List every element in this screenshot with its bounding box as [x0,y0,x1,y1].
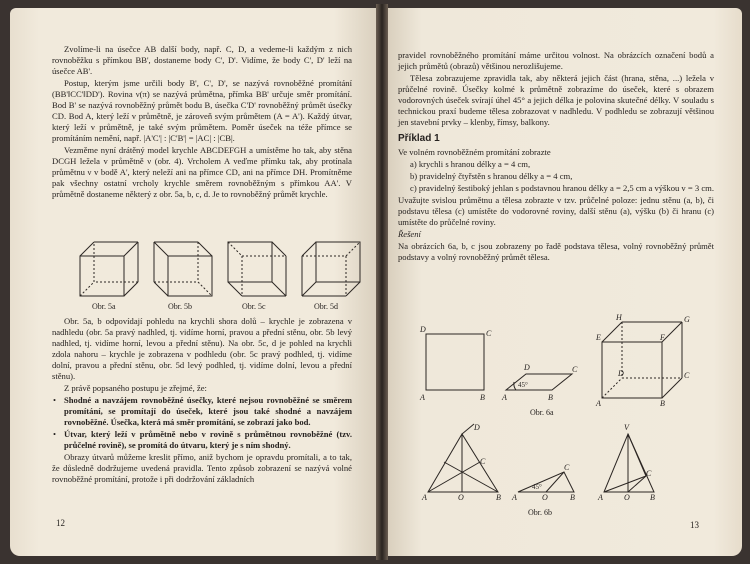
svg-text:E: E [596,333,601,342]
svg-text:B: B [570,493,575,502]
svg-text:A: A [598,493,603,502]
svg-text:H: H [616,313,622,322]
right-para-2: Tělesa zobrazujeme zpravidla tak, aby některá jejich část (hrana, stěna, ...) ležela v průčelné rovině. Úsečky kolmé k průmětně zobrazíme do úseček, které s obrazem vodorovných úseček svírají úhel 45° a jejich délka je polovina skutečné délky. V souladu s technickou praxí budeme tělesa zobrazovat v nadhledu. V podhledu se zobrazují většinou jen stavební prvky – klenby, římsy, balkony. [398,73,714,127]
solution-text: Na obrázcích 6a, b, c jsou zobrazeny po řadě podstava tělesa, volný rovnoběžný průmět podstavy a volný rovnoběžný průmět tělesa. [398,241,714,262]
svg-text:D: D [524,363,530,372]
right-text [398,50,714,264]
angle-label-6b: 45° [532,483,542,491]
solution-heading: Řešení [398,229,421,239]
svg-text:G: G [684,315,690,324]
svg-text:B: B [660,399,665,408]
cube-5c [228,242,286,296]
svg-text:A: A [596,399,601,408]
left-bullet-1: • Shodné a navzájem rovnoběžné úsečky, které nejsou rovnoběžné se směrem promítání, se promítají do úseček, které jsou také shodné a navzájem rovnoběžné. Úsečka, která má směr promítání, se zobrazí jako bod. [53,395,352,427]
left-para-3: Vezměme nyní drátěný model krychle ABCDEFGH a umístěme ho tak, aby stěna DCGH ležela v průmětně ν (obr. 4). Vrcholem A veďme přímku tak, aby protínala průmětnu ν v bodě A', který neleží ani na přímce CD, ani na přímce DH. Promítněme pak všechny ostatní vrcholy krychle směrem rovnoběžným s přímkou AA'. V průmětně dostaneme některý z obr. 5a, b, c, d. Je to rovnoběžný průmět krychle. [52,145,352,199]
pt-A: A [420,393,425,402]
book-gutter [376,4,388,560]
left-para-1: Zvolíme-li na úsečce AB další body, např. C, D, a vedeme-li každým z nich rovnoběžku s přímkou BB', dostaneme body C', D'. Vidíme, že body C', D' leží na úsečce AB'. [52,44,352,76]
task-b: b) pravidelný čtyřstěn s hranou délky a = 4 cm, [410,171,573,181]
task-c: c) pravidelný šestiboký jehlan s podstavnou hranou délky a = 2,5 cm a výškou v = 3 cm. [410,183,714,193]
figure-5-cubes [72,234,362,300]
cube-5b [154,242,212,296]
cube-5d [302,242,360,296]
svg-text:C: C [572,365,578,374]
svg-text:F: F [660,333,665,342]
svg-text:B: B [496,493,501,502]
left-para-5: Z právě popsaného postupu je zřejmé, že: [64,383,207,393]
svg-text:D: D [474,423,480,432]
left-text-bottom [52,316,352,486]
task-note: Uvažujte svislou průmětnu a tělesa zobrazte v tzv. průčelné poloze: jednu stěnu (a, b), či podstavu tělesa (c) umístěte do vodorovné roviny, další stěnu (a), výšku (b) či hranu (c) umístěte do průčelné roviny. [398,195,714,227]
svg-text:C: C [564,463,570,472]
fig-5a-label: Obr. 5a [92,302,116,311]
left-para-4: Obr. 5a, b odpovídají pohledu na krychli shora dolů – krychle je zobrazena v nadhledu (obr. 5a pravý nadhled, tj. vidíme horní, pravou a přední stěnu, obr. 5b levý nadhled, tj. vidíme horní, levou a přední stěnu). Na obr. 5c, d je pohled na krychli zdola nahoru – krychle je zobrazena v podhledu (obr. 5c pravý podhled, tj. vidíme dolní, pravou a přední stěnu, obr. 5d levý podhled, tj. vidíme dolní, levou a přední stěnu). [52,316,352,381]
svg-text:C: C [480,457,486,466]
fig-5c-label: Obr. 5c [242,302,266,311]
bullet-icon: • [53,429,57,439]
svg-text:O: O [624,493,630,502]
angle-label-6a: 45° [518,381,528,389]
cube-5a [80,242,138,296]
svg-text:V: V [624,423,629,432]
svg-text:O: O [458,493,464,502]
figure-6a [414,312,714,408]
example-heading: Příklad 1 [398,133,440,144]
svg-text:A: A [512,493,517,502]
svg-text:A: A [502,393,507,402]
fig-6b-label: Obr. 6b [528,508,552,517]
fig-5b-label: Obr. 5b [168,302,192,311]
svg-text:B: B [650,493,655,502]
task-a: a) krychli s hranou délky a = 4 cm, [410,159,531,169]
pt-C: C [486,329,492,338]
svg-text:C: C [646,469,652,478]
task-intro: Ve volném rovnoběžném promítání zobrazte [398,147,551,157]
svg-text:C: C [684,371,690,380]
fig-6a-label: Obr. 6a [530,408,554,417]
left-para-6: Obrazy útvarů můžeme kreslit přímo, aniž bychom je opravdu promítali, a to tak, že důsledně dodržujeme uvedená pravidla. Tento způsob zobrazení se nazývá volné rovnoběžné promítání, protože i při dodržování základních [52,452,352,484]
fig-5d-label: Obr. 5d [314,302,338,311]
pt-B: B [480,393,485,402]
svg-text:D: D [618,369,624,378]
left-text-top [52,44,352,201]
svg-text:B: B [548,393,553,402]
bullet-icon: • [53,395,57,405]
svg-text:O: O [542,493,548,502]
svg-text:A: A [422,493,427,502]
pt-D: D [420,325,426,334]
right-page-number: 13 [690,520,699,530]
figure-6b [414,420,714,502]
right-para-1: pravidel rovnoběžného promítání máme určitou volnost. Na obrázcích označení bodů a jejich průmětů (obrazů) většinou nerozlišujeme. [398,50,714,71]
left-bullet-2: • Útvar, který leží v průmětně nebo v rovině s průmětnou rovnoběžné (tzv. průčelné rovině), se promítá do útvaru, který je s ním shodný. [53,429,352,450]
left-para-2: Postup, kterým jsme určili body B', C', D', se nazývá rovnoběžné promítání (BB'‖CC'‖DD'). Rovina ν(π) se nazývá průmětna, přímka BB' určuje směr promítání. Bod B' se nazývá rovnoběžný průmět bodu B, úsečka C'D' rovnoběžný průmět úsečky CD. Bod A, který leží v průmětně, je zároveň svým průmětem (A = A'). Každý útvar, který leží v průmětně, je také svým průmětem. Poměr úseček na téže přímce se promítáním nemění, např. |A'C'| : |C'B'| = |AC| : |CB|. [52,78,352,143]
left-page-number: 12 [56,518,65,528]
